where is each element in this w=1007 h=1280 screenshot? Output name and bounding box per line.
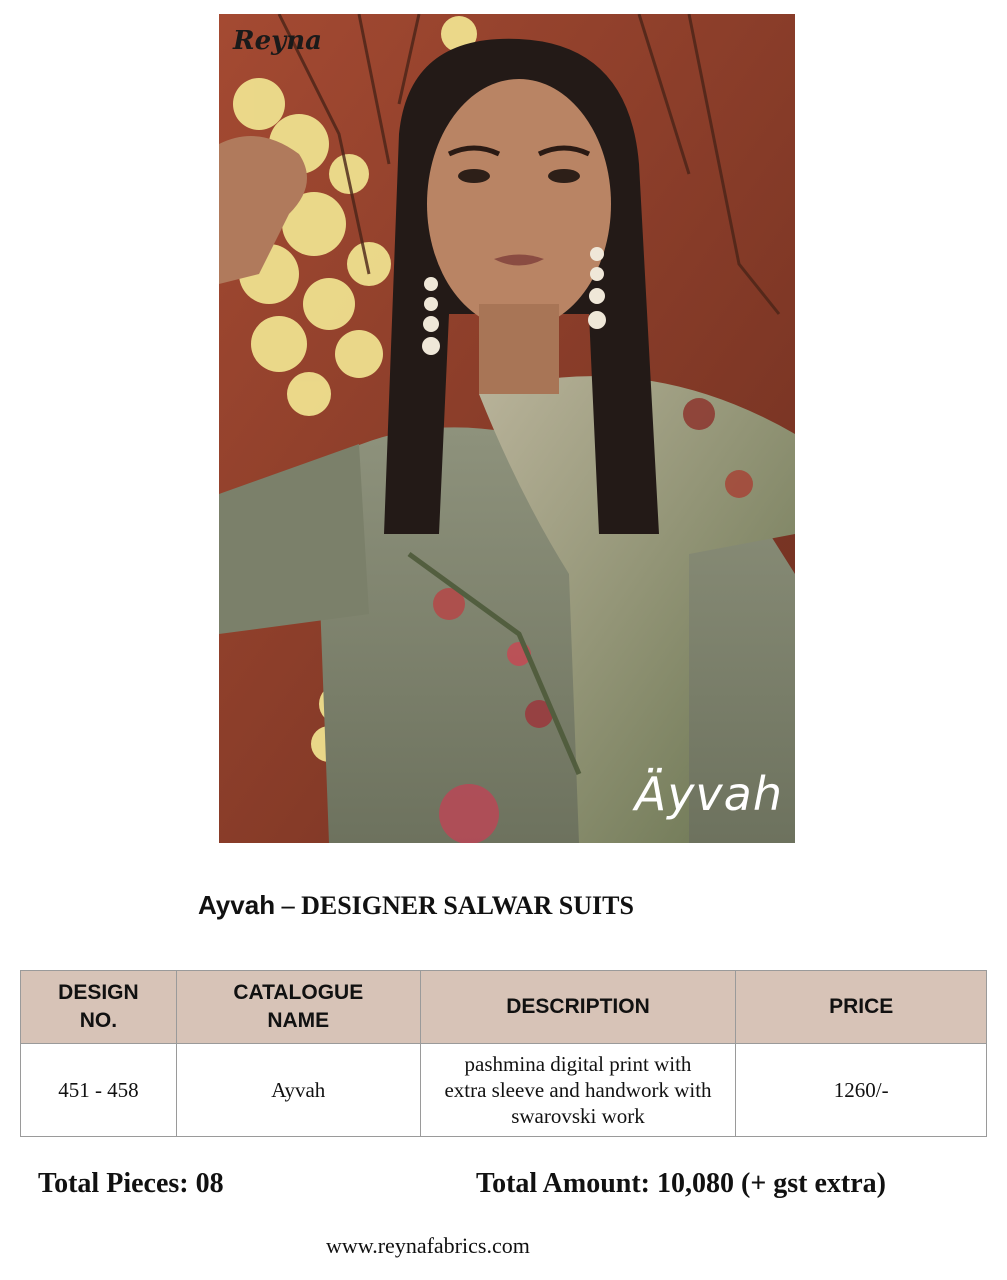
- catalogue-photo: [219, 14, 795, 843]
- page-title: [198, 890, 634, 921]
- website-link[interactable]: www.reynafabrics.com: [326, 1233, 530, 1258]
- total-pieces: Total Pieces: 08: [38, 1168, 224, 1199]
- brand-logo: Reyna: [233, 26, 323, 56]
- header-description: DESCRIPTION: [420, 971, 736, 1044]
- total-amount: Total Amount: 10,080 (+ gst extra): [476, 1168, 887, 1199]
- product-table: [20, 970, 987, 1137]
- cell-price: 1260/-: [736, 1044, 987, 1137]
- table-row: [21, 1044, 987, 1137]
- cell-catalogue-name: Ayvah: [176, 1044, 420, 1137]
- title-separator: –: [281, 891, 295, 920]
- title-subtitle: DESIGNER SALWAR SUITS: [301, 891, 634, 920]
- product-watermark: Äyvah: [634, 767, 783, 821]
- header-design-no: DESIGN NO.: [21, 971, 177, 1044]
- table-header-row: [21, 971, 987, 1044]
- header-catalogue-name: CATALOGUE NAME: [176, 971, 420, 1044]
- cell-description: pashmina digital print with extra sleeve and handwork with swarovski work: [420, 1044, 736, 1137]
- header-price: PRICE: [736, 971, 987, 1044]
- cell-design-no: 451 - 458: [21, 1044, 177, 1137]
- title-product-name: Ayvah: [198, 890, 276, 920]
- model-photo-illustration: [219, 14, 795, 843]
